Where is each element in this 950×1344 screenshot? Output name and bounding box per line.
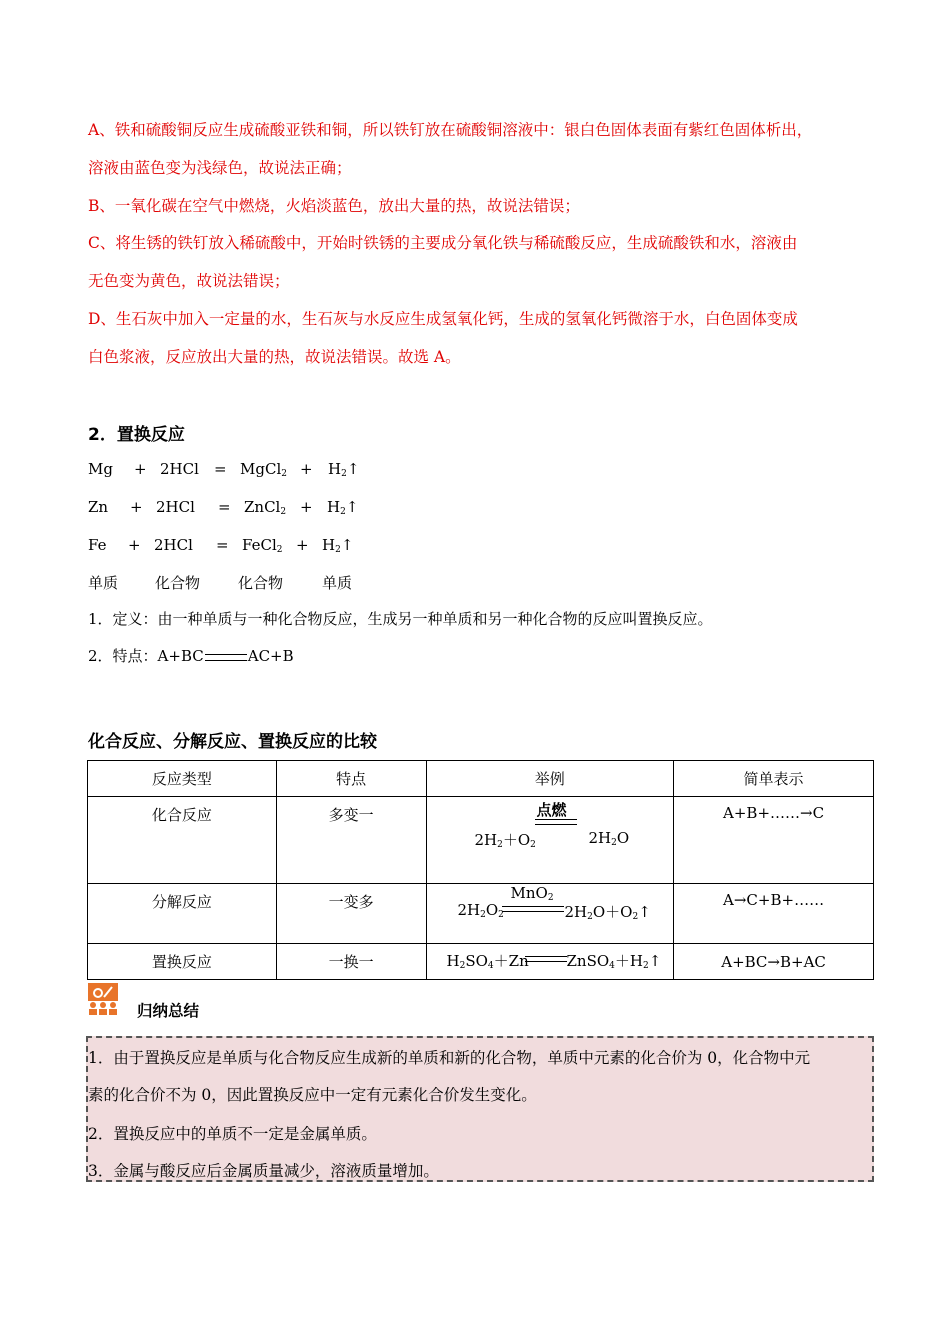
example-cell [426, 884, 674, 944]
feature-suffix: AC+B [247, 647, 294, 665]
gas-arrow-icon: ↑ [340, 536, 354, 554]
section-heading: 2．置换反应 [88, 425, 185, 445]
formula-part: 2H [457, 901, 481, 919]
equation-hydrogen: H [327, 498, 341, 516]
summary-line: 1．由于置换反应是单质与化合物反应生成新的单质和新的化合物，单质中元素的化合价为 0，化合物中元 [88, 1049, 811, 1067]
subscript: 2 [497, 840, 503, 850]
equation-row [88, 460, 388, 480]
subscript: 2 [341, 469, 347, 479]
gas-arrow-icon: ↑ [638, 903, 651, 921]
simple-cell: A+BC→B+AC [674, 944, 874, 980]
equation-row [88, 536, 388, 556]
double-line-equals [502, 906, 564, 912]
table-row [88, 797, 874, 884]
formula-part: ＋H [614, 952, 643, 970]
formula-part: SO [465, 952, 488, 970]
equation-acid: 2HCl [156, 498, 195, 516]
header-cell: 反应类型 [88, 761, 277, 797]
double-line-equals [535, 819, 577, 825]
comparison-title: 化合反应、分解反应、置换反应的比较 [88, 732, 377, 752]
equation-metal: Zn [88, 498, 109, 516]
summary-line: 3．金属与酸反应后金属质量减少，溶液质量增加。 [88, 1162, 439, 1180]
equation-plus: + [300, 498, 313, 516]
comparison-table [87, 760, 874, 980]
analysis-a-line1: A、铁和硫酸铜反应生成硫酸亚铁和铜，所以铁钉放在硫酸铜溶液中：银白色固体表面有紫红色固体析出， [88, 121, 813, 139]
subscript: 2 [547, 893, 554, 903]
subscript: 2 [587, 912, 593, 922]
type-cell: 置换反应 [88, 944, 277, 980]
header-cell: 特点 [276, 761, 426, 797]
equation-equals: = [216, 536, 229, 554]
analysis-d-line2: 白色浆液，反应放出大量的热，故说法错误。故选 A。 [88, 348, 461, 366]
reactant-types-row [88, 572, 388, 592]
subscript: 2 [280, 507, 287, 517]
equation-plus: + [130, 498, 143, 516]
type-label: 化合物 [238, 574, 284, 592]
subscript: 2 [530, 840, 536, 850]
feature-cell: 多变一 [276, 797, 426, 884]
table-row [88, 944, 874, 980]
analysis-b-line1: B、一氧化碳在空气中燃烧，火焰淡蓝色，放出大量的热，故说法错误； [88, 197, 580, 215]
gas-arrow-icon: ↑ [648, 952, 662, 970]
analysis-c-line1: C、将生锈的铁钉放入稀硫酸中，开始时铁锈的主要成分氧化铁与稀硫酸反应，生成硫酸铁和水，溶液由 [88, 234, 798, 252]
type-label: 单质 [88, 574, 119, 592]
catalyst-label: MnO [510, 884, 548, 902]
subscript: 2 [276, 545, 283, 555]
analysis-a-line2: 溶液由蓝色变为浅绿色，故说法正确； [88, 159, 352, 177]
subscript: 2 [632, 912, 639, 922]
example-cell [426, 797, 674, 884]
equation-row [88, 498, 388, 518]
summary-title: 归纳总结 [137, 1002, 200, 1020]
summary-line: 2．置换反应中的单质不一定是金属单质。 [88, 1125, 377, 1143]
equation-salt: FeCl [242, 536, 277, 554]
simple-cell: A+B+……→C [674, 797, 874, 884]
gas-arrow-icon: ↑ [345, 498, 359, 516]
type-cell: 分解反应 [88, 884, 277, 944]
table-header-row [88, 761, 874, 797]
definition-line: 1．定义：由一种单质与一种化合物反应，生成另一种单质和另一种化合物的反应叫置换反应。 [88, 610, 713, 628]
feature-line [88, 646, 294, 666]
equation-acid: 2HCl [154, 536, 193, 554]
equation-metal: Fe [88, 536, 107, 554]
summary-people-icon [88, 983, 120, 1015]
formula-part: O [616, 829, 630, 847]
formula-part: O＋O [592, 903, 633, 921]
example-cell: $H_2SO_4+Zn$ $ZnSO_4+H_2↑$ [426, 944, 674, 980]
double-line-equals [205, 654, 247, 661]
subscript: 2 [340, 507, 346, 517]
header-cell: 简单表示 [674, 761, 874, 797]
equation-plus: + [128, 536, 141, 554]
formula-part: ZnSO [566, 952, 610, 970]
equation-equals: = [218, 498, 231, 516]
formula-part: 2H [588, 829, 612, 847]
equation-equals: = [214, 460, 227, 478]
subscript: 2 [642, 961, 649, 971]
gas-arrow-icon: ↑ [346, 460, 360, 478]
subscript: 2 [335, 545, 341, 555]
type-label: 单质 [322, 574, 353, 592]
equation-acid: 2HCl [160, 460, 199, 478]
type-cell: 化合反应 [88, 797, 277, 884]
equation-metal: Mg [88, 460, 113, 478]
subscript: 2 [611, 838, 617, 848]
formula-part: 2H [564, 903, 588, 921]
simple-cell: A→C+B+…… [674, 884, 874, 944]
analysis-d-line1: D、生石灰中加入一定量的水，生石灰与水反应生成氢氧化钙，生成的氢氧化钙微溶于水，白色固体变成 [88, 310, 798, 328]
equation-hydrogen: H [322, 536, 336, 554]
double-line-equals [525, 956, 567, 962]
summary-box [86, 1036, 874, 1182]
formula-part: 2H [474, 831, 498, 849]
analysis-c-line2: 无色变为黄色，故说法错误； [88, 272, 290, 290]
formula-part: H [446, 952, 460, 970]
formula-part: O [485, 901, 499, 919]
formula-part: ＋Zn [493, 952, 529, 970]
subscript: 2 [281, 469, 287, 479]
equation-plus: + [134, 460, 147, 478]
feature-cell: 一变多 [276, 884, 426, 944]
equation-plus: + [296, 536, 309, 554]
summary-line: 素的化合价不为 0，因此置换反应中一定有元素化合价发生变化。 [88, 1086, 537, 1104]
header-cell: 举例 [426, 761, 674, 797]
equation-salt: MgCl [240, 460, 282, 478]
equation-plus: + [300, 460, 313, 478]
reaction-condition: 点燃 [536, 801, 567, 819]
equation-salt: ZnCl [244, 498, 281, 516]
type-label: 化合物 [155, 574, 201, 592]
subscript: 2 [498, 910, 504, 920]
table-row [88, 884, 874, 944]
feature-prefix: 2．特点：A+BC [88, 647, 204, 665]
equation-hydrogen: H [328, 460, 342, 478]
subscript: 2 [480, 910, 486, 920]
formula-part: ＋O [502, 831, 531, 849]
feature-cell: 一换一 [276, 944, 426, 980]
subscript: 2 [459, 961, 466, 971]
